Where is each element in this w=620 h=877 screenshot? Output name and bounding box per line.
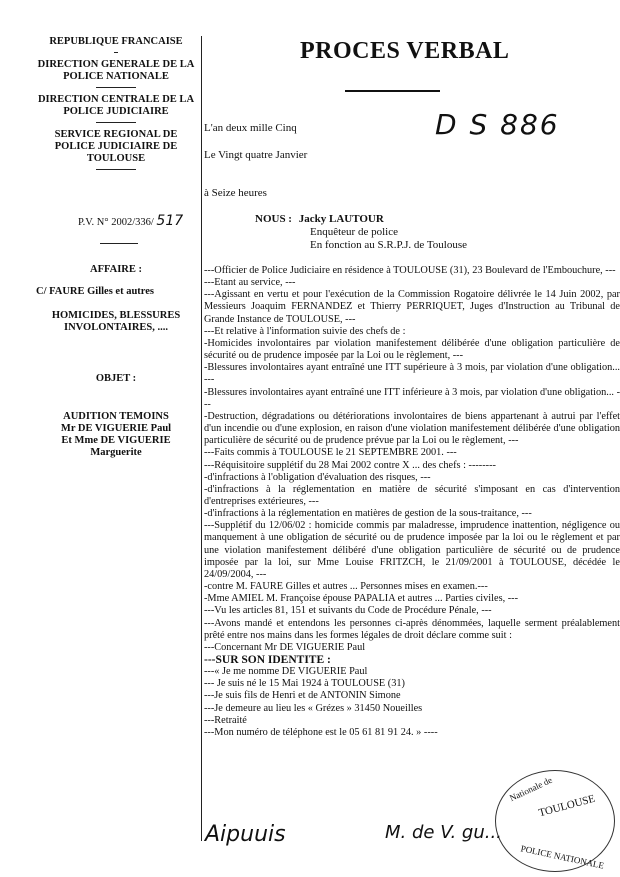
body-paragraph: ---Et relative à l'information suivie des chefs de :	[204, 325, 406, 337]
objet-line4: Marguerite	[90, 447, 142, 458]
signature-second: M. de V. gu...	[385, 822, 502, 843]
objet-line1: AUDITION TEMOINS	[63, 411, 169, 422]
body-paragraph: -d'infractions à la réglementation en matière de sécurité s'imposant en cas d'intervention d'entreprises extérieures, ---	[204, 483, 620, 507]
body-paragraph: ---Je suis fils de Henri et de ANTONIN Simone	[204, 690, 401, 702]
body-paragraph: ---Supplétif du 12/06/02 : homicide commis par maladresse, imprudence inattention, négligence ou manquement à une obligation de sécurité ou de prudence imposée par la loi ou le règlement et par une violation manifestement délibéré d'une obligation particulière de sécurité ou de prudence imposée par la loi, sur Mme Louise FRITZCH, le 21/09/2001 à TOULOUSE, décédée le 24/09/2004, ---	[204, 520, 620, 580]
body-paragraph: ---Officier de Police Judiciaire en résidence à TOULOUSE (31), 23 Boulevard de l'Embouchure, ---	[204, 265, 616, 276]
srpj-line1: SERVICE REGIONAL DE	[54, 129, 178, 140]
body-paragraph: ---Avons mandé et entendons les personnes ci-après dénommées, laquelle serment préalablement prêté entre nos mains dans les formes légales de droit déclare comme suit :	[204, 617, 620, 641]
divider	[96, 87, 136, 88]
divider	[114, 52, 118, 53]
stamp-text-city: TOULOUSE	[537, 792, 597, 820]
body-paragraph: ---Je demeure au lieu les « Grézes » 31450 Noueilles	[204, 702, 423, 714]
signature-witness: Aipuuis	[205, 822, 286, 847]
body-paragraph: -Homicides involontaires par violation manifestement délibérée d'une obligation particulière de sécurité ou de prudence imposée par la Loi ou le règlement, ---	[204, 337, 620, 362]
dcpj-line2: POLICE JUDICIAIRE	[63, 106, 169, 117]
affaire-name: C/ FAURE Gilles et autres	[36, 286, 155, 297]
body-paragraph: ---Agissant en vertu et pour l'exécution de la Commission Rogatoire délivrée le 14 Juin 2002, par Messieurs Joaquim FERNANDEZ et Thierry PERRIQUET, Juges d'Instruction au Tribunal de Grande Instance de TOULOUSE, ---	[204, 289, 620, 325]
body-paragraph: ---Retraité	[204, 714, 247, 726]
pv-number-value: 2002/336/	[111, 217, 154, 228]
body-paragraph: -d'infractions à l'obligation d'évaluation des risques, ---	[204, 471, 431, 483]
dgpn-line1: DIRECTION GENERALE DE LA	[37, 59, 195, 70]
body-paragraph: ---Faits commis à TOULOUSE le 21 SEPTEMBRE 2001. ---	[204, 447, 457, 459]
officer-role: Enquêteur de police	[310, 226, 398, 238]
divider	[100, 243, 138, 244]
body-paragraph: -Destruction, dégradations ou détériorations involontaires de biens appartenant à autrui par l'effet d'un incendie ou d'une explosion, en raison d'une violation manifestement délibérée d'une obligation particulière de sécurité ou de prudence prévue par la Loi ou le règlement, ---	[204, 410, 620, 447]
stamp-text-top: Nationale de	[508, 774, 554, 804]
pv-label: P.V. N°	[78, 217, 109, 228]
body-paragraph: -Blessures involontaires ayant entraîné une ITT inférieure à 3 mois, par violation d'une obligation... ---	[204, 386, 620, 410]
page-title: PROCES VERBAL	[300, 38, 510, 64]
objet-label: OBJET :	[95, 373, 137, 384]
officer-function: En fonction au S.R.P.J. de Toulouse	[310, 239, 467, 251]
dcpj-line1: DIRECTION CENTRALE DE LA	[37, 94, 195, 105]
body-paragraph: ---Mon numéro de téléphone est le 05 61 81 91 24. » ----	[204, 726, 438, 738]
body-paragraph: -d'infractions à la réglementation en matières de gestion de la sous-traitance, ---	[204, 508, 532, 520]
objet-line3: Et Mme DE VIGUERIE	[61, 435, 171, 446]
body-paragraph: ---Réquisitoire supplétif du 28 Mai 2002 contre X ... des chefs : --------	[204, 459, 496, 471]
affaire-type-line1: HOMICIDES, BLESSURES	[51, 310, 181, 321]
dgpn-line2: POLICE NATIONALE	[63, 71, 169, 82]
body-paragraph: ---Etant au service, ---	[204, 277, 296, 289]
stamp-text-bottom: POLICE NATIONALE	[519, 843, 605, 871]
identity-heading: ---SUR SON IDENTITE :	[204, 654, 331, 666]
divider	[96, 169, 136, 170]
objet-line2: Mr DE VIGUERIE Paul	[60, 423, 172, 434]
body-paragraph: -Blessures involontaires ayant entraîné une ITT supérieure à 3 mois, par violation d'une obligation... ---	[204, 362, 620, 386]
affaire-label: AFFAIRE :	[89, 264, 142, 275]
affaire-block	[36, 264, 196, 334]
body-text	[204, 265, 620, 739]
date-year: L'an deux mille Cinq	[204, 122, 297, 134]
affaire-type-line2: INVOLONTAIRES, ....	[63, 322, 169, 333]
srpj-line2: POLICE JUDICIAIRE DE	[54, 141, 178, 152]
nous-block	[255, 213, 467, 252]
divider	[96, 122, 136, 123]
objet-block	[36, 373, 196, 459]
republic-heading: REPUBLIQUE FRANCAISE	[49, 36, 183, 47]
body-paragraph: ---Concernant Mr DE VIGUERIE Paul	[204, 641, 366, 653]
date-day: Le Vingt quatre Janvier	[204, 149, 308, 161]
nous-label: NOUS :	[255, 213, 292, 225]
srpj-line3: TOULOUSE	[86, 153, 146, 164]
date-hour: à Seize heures	[204, 187, 267, 199]
body-paragraph: -contre M. FAURE Gilles et autres ... Personnes mises en examen.---	[204, 581, 488, 593]
body-paragraph: -Mme AMIEL M. Françoise épouse PAPALIA et autres ... Parties civiles, ---	[204, 593, 519, 605]
handwritten-reference: D S 886	[435, 108, 560, 141]
column-separator	[201, 36, 202, 841]
officer-name: Jacky LAUTOUR	[298, 213, 384, 225]
pv-hand-number: 517	[156, 213, 184, 229]
body-paragraph: ---Vu les articles 81, 151 et suivants du Code de Procédure Pénale, ---	[204, 605, 492, 617]
left-column	[36, 36, 196, 176]
title-underline	[345, 90, 440, 92]
body-paragraph: --- Je suis né le 15 Mai 1924 à TOULOUSE (31)	[204, 678, 405, 690]
pv-number	[78, 213, 183, 229]
body-paragraph: ---« Je me nomme DE VIGUERIE Paul	[204, 666, 368, 678]
